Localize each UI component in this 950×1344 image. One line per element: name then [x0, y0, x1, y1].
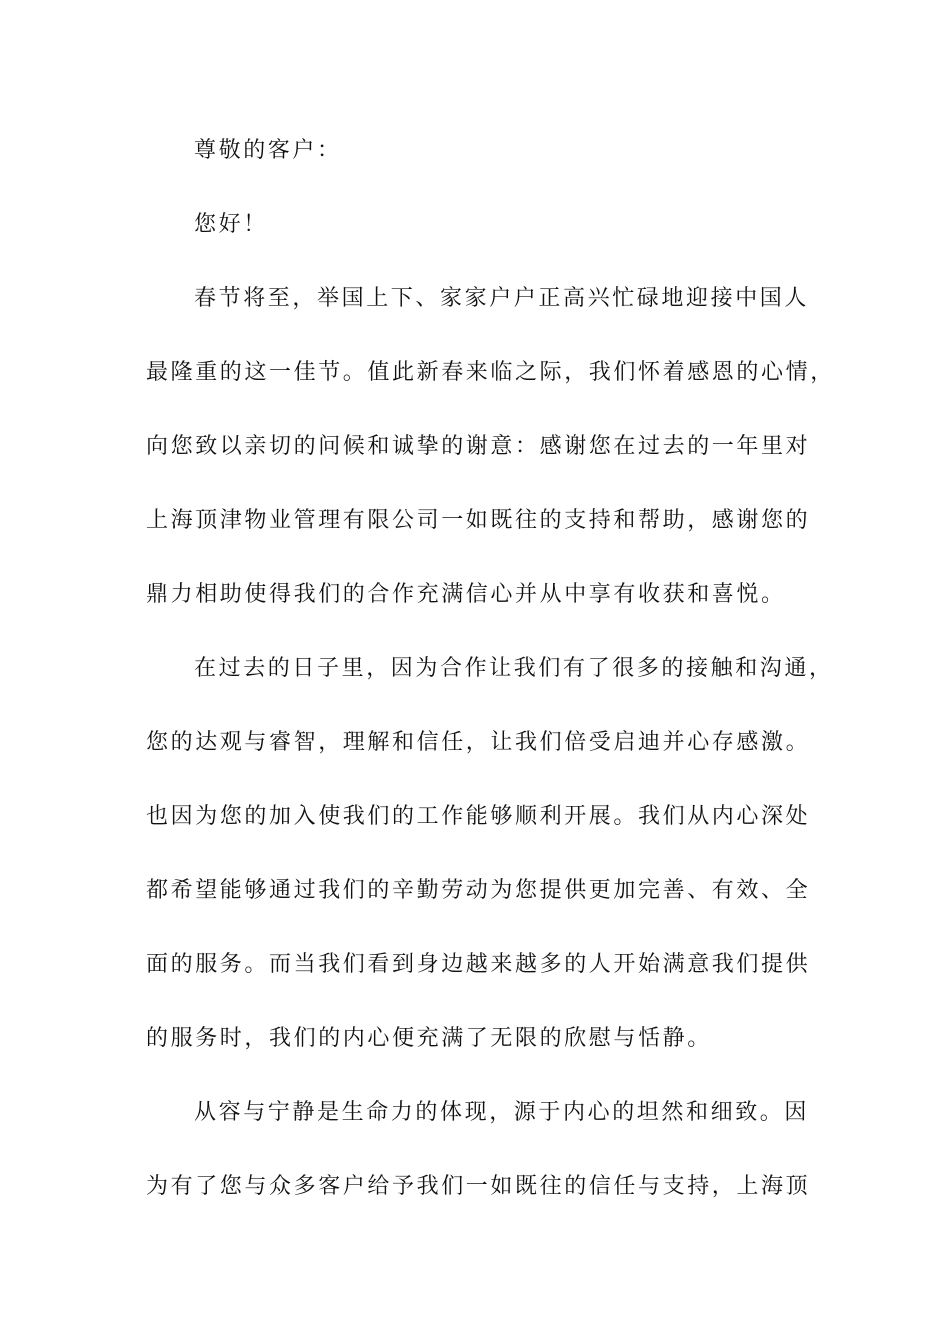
- paragraph-2-line-5: 面的服务。而当我们看到身边越来越多的人开始满意我们提供: [146, 952, 811, 977]
- paragraph-1-line-4: 上海顶津物业管理有限公司一如既往的支持和帮助，感谢您的: [146, 508, 811, 533]
- paragraph-1-line-2: 最隆重的这一佳节。值此新春来临之际，我们怀着感恩的心情，: [146, 360, 835, 385]
- paragraph-3-line-2: 为有了您与众多客户给予我们一如既往的信任与支持，上海顶: [146, 1174, 811, 1199]
- paragraph-3-line-1: 从容与宁静是生命力的体现，源于内心的坦然和细致。因: [194, 1100, 810, 1125]
- paragraph-2-line-2: 您的达观与睿智，理解和信任，让我们倍受启迪并心存感激。: [146, 730, 811, 755]
- salutation: 尊敬的客户：: [194, 138, 342, 163]
- paragraph-2-line-3: 也因为您的加入使我们的工作能够顺利开展。我们从内心深处: [146, 804, 811, 829]
- paragraph-2-line-6: 的服务时，我们的内心便充满了无限的欣慰与恬静。: [146, 1026, 712, 1051]
- paragraph-1-line-3: 向您致以亲切的问候和诚挚的谢意：感谢您在过去的一年里对: [146, 434, 811, 459]
- paragraph-1-line-1: 春节将至，举国上下、家家户户正高兴忙碌地迎接中国人: [194, 286, 810, 311]
- paragraph-2-line-1: 在过去的日子里，因为合作让我们有了很多的接触和沟通，: [194, 656, 834, 681]
- paragraph-2-line-4: 都希望能够通过我们的辛勤劳动为您提供更加完善、有效、全: [146, 878, 811, 903]
- paragraph-1-line-5: 鼎力相助使得我们的合作充满信心并从中享有收获和喜悦。: [146, 582, 786, 607]
- greeting: 您好！: [194, 212, 268, 237]
